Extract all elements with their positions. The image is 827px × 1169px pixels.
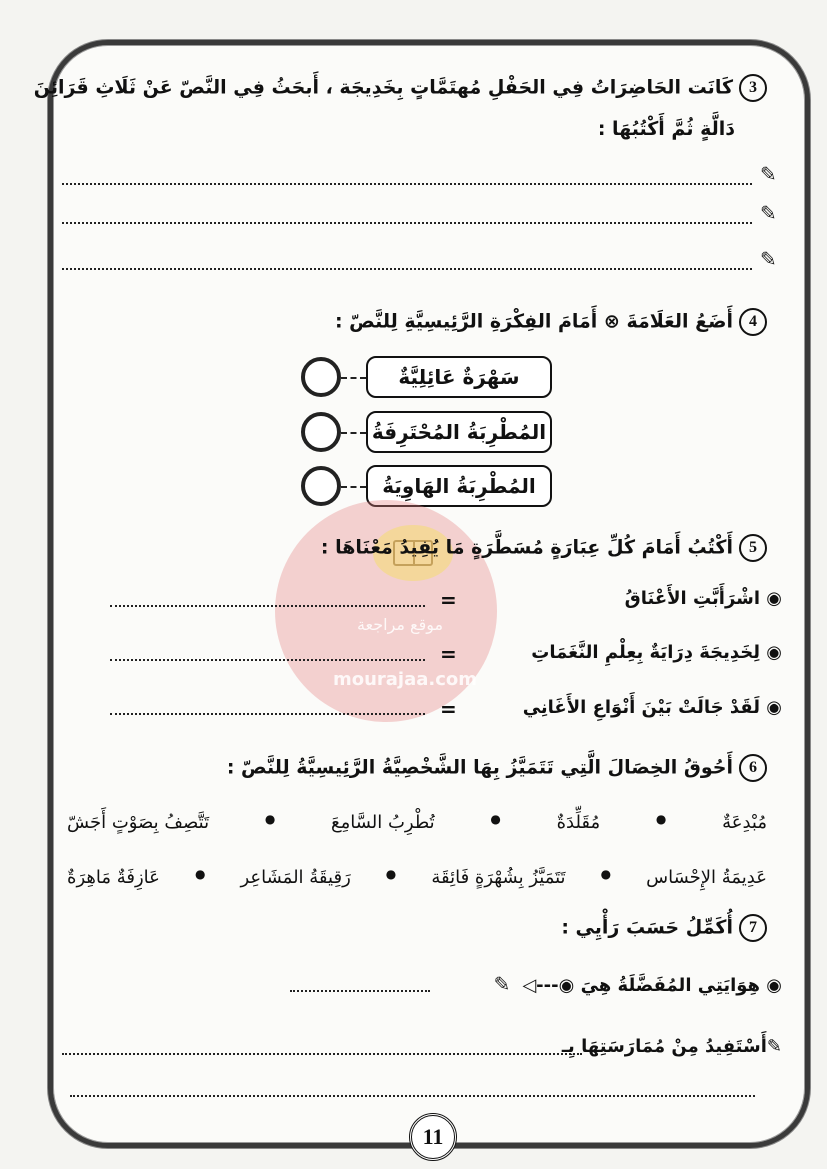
option-checkbox[interactable] xyxy=(301,412,341,452)
bullet-icon: ● xyxy=(655,812,667,826)
q4-title xyxy=(335,308,767,336)
option-box: المُطْرِبَةُ المُحْتَرِفَةُ xyxy=(366,411,552,453)
bullet-icon: ● xyxy=(600,867,612,881)
trait[interactable]: عَازِفَةٌ مَاهِرَةٌ xyxy=(67,867,160,888)
equals-sign: = xyxy=(440,697,457,721)
q6-text: أَحُوقُ الخِصَالَ الَّتِي تَتَمَيَّزُ بِهَا الشَّخْصِيَّةُ الرَّئِيسِيَّةُ لِلنَّصّ : xyxy=(226,756,733,779)
connector xyxy=(341,486,366,488)
traits-row-1 xyxy=(67,812,767,833)
connector xyxy=(341,377,366,379)
watermark-url: mourajaa.com xyxy=(332,669,478,690)
answer-line[interactable] xyxy=(110,605,425,607)
connector xyxy=(341,432,366,434)
answer-line[interactable] xyxy=(62,268,752,270)
option-box: المُطْرِبَةُ الهَاوِيَةُ xyxy=(366,465,552,507)
traits-row-2 xyxy=(67,867,767,888)
q5-item: ◉ لَقَدْ جَالَتْ بَيْنَ أَنْوَاعِ الأَغَانِي xyxy=(522,697,782,718)
q7-text: أُكَمِّلُ حَسَبَ رَأْيِي : xyxy=(561,916,733,939)
trait[interactable]: تُطْرِبُ السَّامِعَ xyxy=(331,812,435,833)
answer-line[interactable] xyxy=(290,990,430,992)
q4-text: أَضَعُ العَلَامَةَ ⊗ أَمَامَ الفِكْرَةِ الرَّئِيسِيَّةِ لِلنَّصّ : xyxy=(334,310,733,333)
pen-icon: ✎ xyxy=(760,162,777,186)
bullet-icon: ● xyxy=(385,867,397,881)
trait[interactable]: مُقَلِّدَةٌ xyxy=(556,812,601,833)
answer-line[interactable] xyxy=(62,222,752,224)
q3-line1 xyxy=(34,74,767,102)
trait[interactable]: مُبْدِعَةٌ xyxy=(722,812,767,833)
q7-number: 7 xyxy=(739,914,767,942)
option-box: سَهْرَةٌ عَائِلِيَّةٌ xyxy=(366,356,552,398)
q6-title xyxy=(227,754,767,782)
q5-item: ◉ لِخَدِيجَةَ دِرَايَةٌ بِعِلْمِ النَّغَمَاتِ xyxy=(531,642,782,663)
q3-number: 3 xyxy=(739,74,767,102)
bullet-icon: ● xyxy=(490,812,501,826)
q3-text: كَانَت الحَاضِرَاتُ فِي الحَفْلِ مُهتَمَّاتٍ بِخَدِيجَة ، أَبحَثُ فِي النَّصّ عَنْ ثَلَاثِ قَرَائِنَ xyxy=(33,76,733,99)
trait[interactable]: رَقِيقَةُ المَشَاعِر xyxy=(240,867,351,888)
q5-item: ◉ اشْرَأَبَّتِ الأَعْنَاقُ xyxy=(624,588,782,609)
equals-sign: = xyxy=(440,642,457,666)
q5-text: أَكْتُبُ أَمَامَ كُلِّ عِبَارَةٍ مُسَطَّرَةٍ مَا يُفِيدُ مَعْنَاهَا : xyxy=(320,536,733,559)
q6-number: 6 xyxy=(739,754,767,782)
q3-line2: دَالَّةٍ ثُمَّ أَكْتُبُهَا : xyxy=(597,118,735,140)
answer-line[interactable] xyxy=(70,1095,755,1097)
answer-line[interactable] xyxy=(110,713,425,715)
watermark-text: موقع مراجعة xyxy=(356,615,444,634)
trait[interactable]: عَدِيمَةُ الإِحْسَاس xyxy=(646,867,767,888)
q7-item-2: ✎أَسْتَفِيدُ مِنْ مُمَارَسَتِهَا بِـ xyxy=(561,1036,782,1057)
bullet-icon: ● xyxy=(264,812,276,826)
q7-title xyxy=(561,914,767,942)
equals-sign: = xyxy=(440,588,457,612)
answer-line[interactable] xyxy=(62,1053,582,1055)
option-checkbox[interactable] xyxy=(301,466,341,506)
option-checkbox[interactable] xyxy=(301,357,341,397)
pen-icon: ✎ xyxy=(493,972,511,996)
q5-title xyxy=(321,534,767,562)
pen-icon: ✎ xyxy=(760,247,777,271)
trait[interactable]: تَتَّصِفُ بِصَوْتٍ أَجَشّ xyxy=(67,812,210,833)
pen-icon: ✎ xyxy=(766,1036,782,1057)
pen-icon: ✎ xyxy=(760,201,777,225)
arrow-icon: ◉---◁ xyxy=(522,975,575,996)
q5-number: 5 xyxy=(739,534,767,562)
bullet-icon: ● xyxy=(194,867,206,881)
answer-line[interactable] xyxy=(110,659,425,661)
trait[interactable]: تَتَمَيَّزُ بِشُهْرَةٍ فَائِقَة xyxy=(431,867,566,888)
q4-number: 4 xyxy=(739,308,767,336)
q7-item-1: ◉ هِوَايَتِي المُفَضَّلَةُ هِيَ ◉---◁✎ xyxy=(493,972,782,996)
page-number: 11 xyxy=(409,1113,457,1161)
answer-line[interactable] xyxy=(62,183,752,185)
